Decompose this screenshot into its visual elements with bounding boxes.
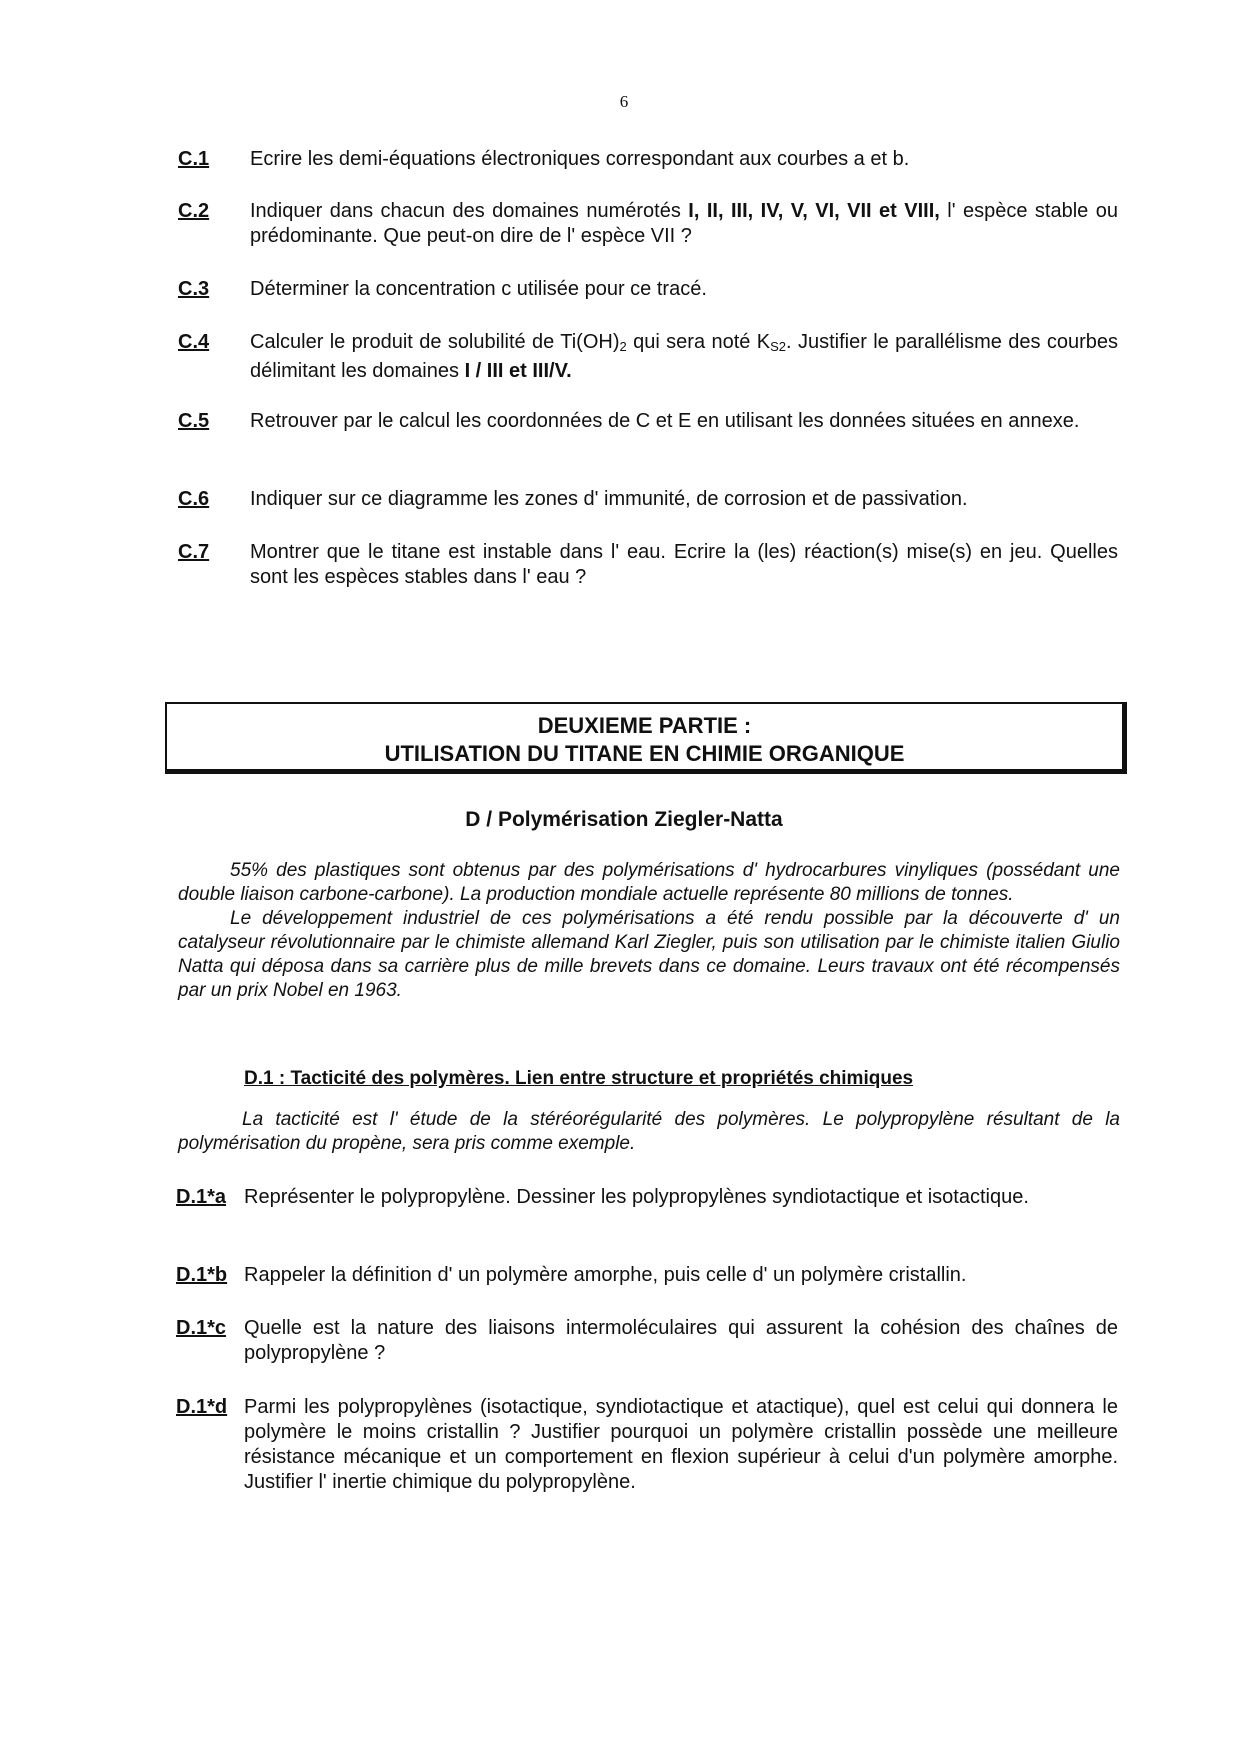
- question-c4: [178, 330, 1118, 384]
- part-subtitle: UTILISATION DU TITANE EN CHIMIE ORGANIQUE: [384, 741, 905, 766]
- question-id: D.1*b: [176, 1264, 228, 1286]
- question-text: Montrer que le titane est instable dans l' eau. Ecrire la (les) réaction(s) mise(s) en jeu. Quelles sont les espèces stables dans l' eau ?: [250, 541, 1118, 588]
- intro-text: [178, 859, 1120, 1003]
- question-text: Déterminer la concentration c utilisée pour ce tracé.: [250, 278, 707, 300]
- question-d1a: [176, 1185, 1118, 1210]
- tacticite-text: La tacticité est l' étude de la stéréorégularité des polymères. Le polypropylène résultant de la polymérisation du propène, sera pris comme exemple.: [178, 1109, 1120, 1154]
- question-text-part: qui sera noté K: [626, 331, 771, 353]
- part-title: DEUXIEME PARTIE :: [537, 713, 752, 738]
- question-text: Quelle est la nature des liaisons intermoléculaires qui assurent la cohésion des chaînes de polypropylène ?: [244, 1317, 1118, 1364]
- question-id: C.3: [178, 278, 210, 300]
- intro-paragraph: 55% des plastiques sont obtenus par des polymérisations d' hydrocarbures vinyliques (possédant une double liaison carbone-carbone). La production mondiale actuelle représente 80 millions de tonnes.: [178, 860, 1120, 905]
- question-text: [250, 199, 1118, 249]
- question-text: [250, 330, 1118, 384]
- question-text-part: Indiquer dans chacun des domaines numérotés: [250, 200, 689, 222]
- question-id: C.5: [178, 410, 210, 432]
- subsection-title: D.1 : Tacticité des polymères. Lien entre structure et propriétés chimiques: [244, 1068, 914, 1089]
- question-c1: [178, 147, 1118, 172]
- question-text: Représenter le polypropylène. Dessiner les polypropylènes syndiotactique et isotactique.: [244, 1186, 1029, 1208]
- question-text-part: Calculer le produit de solubilité de Ti(OH): [250, 331, 620, 353]
- question-id: C.4: [178, 331, 210, 353]
- question-text: Rappeler la définition d' un polymère amorphe, puis celle d' un polymère cristallin.: [244, 1264, 967, 1286]
- question-c6: [178, 487, 1118, 512]
- question-id: C.1: [178, 148, 210, 170]
- question-text-part: . Justifier le parallélisme des courbes délimitant les domaines: [250, 331, 1119, 382]
- question-id: D.1*c: [176, 1317, 227, 1339]
- domains-label: I / III et III/V.: [464, 360, 572, 382]
- question-c2: [178, 199, 1118, 249]
- roman-domains: I, II, III, IV, V, VI, VII et VIII,: [688, 200, 940, 222]
- part-header-box: [165, 702, 1127, 774]
- question-id: C.2: [178, 200, 210, 222]
- intro-paragraph: Le développement industriel de ces polymérisations a été rendu possible par la découverte d' un catalyseur révolutionnaire par le chimiste allemand Karl Ziegler, puis son utilisation par le chimiste italien Giulio Natta qui déposa dans sa carrière plus de mille brevets dans ce domaine. Leurs travaux ont été récompensés par un prix Nobel en 1963.: [178, 908, 1120, 1001]
- question-c5: [178, 409, 1118, 434]
- question-c3: [178, 277, 1118, 302]
- question-d1d: [176, 1395, 1118, 1495]
- section-title: D / Polymérisation Ziegler-Natta: [465, 808, 783, 831]
- question-d1c: [176, 1316, 1118, 1366]
- question-text: Ecrire les demi-équations électroniques correspondant aux courbes a et b.: [250, 148, 910, 170]
- question-id: D.1*a: [176, 1186, 227, 1208]
- question-id: D.1*d: [176, 1396, 228, 1418]
- question-id: C.6: [178, 488, 210, 510]
- page-number: 6: [619, 92, 629, 111]
- question-d1b: [176, 1263, 1118, 1288]
- question-id: C.7: [178, 541, 210, 563]
- question-c7: [178, 540, 1118, 590]
- question-text: Indiquer sur ce diagramme les zones d' immunité, de corrosion et de passivation.: [250, 488, 968, 510]
- question-text-part: l' espèce stable ou prédominante. Que peut-on dire de l' espèce VII ?: [250, 200, 1118, 247]
- question-text: Retrouver par le calcul les coordonnées de C et E en utilisant les données situées en annexe.: [250, 410, 1080, 432]
- subscript: 2: [619, 339, 627, 354]
- question-text: Parmi les polypropylènes (isotactique, syndiotactique et atactique), quel est celui qui donnera le polymère le moins cristallin ? Justifier pourquoi un polymère cristallin possède une meilleure résistance mécanique et un comportement en flexion supérieur à celui d'un polymère amorphe. Justifier l' inertie chimique du polypropylène.: [244, 1396, 1118, 1493]
- subscript: S2: [770, 339, 787, 354]
